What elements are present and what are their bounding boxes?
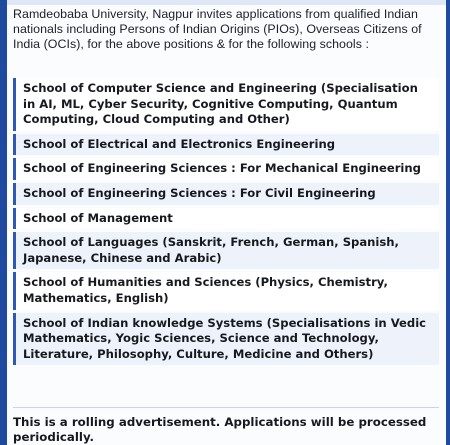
ad-panel (7, 0, 446, 445)
school-item: School of Languages (Sanskrit, French, German, Spanish, Japanese, Chinese and Arabic) (13, 232, 439, 269)
school-item: School of Management (13, 208, 439, 230)
top-strip (7, 0, 446, 5)
rolling-ad-notice: This is a rolling advertisement. Applications will be processed periodically. (13, 415, 427, 444)
footer-divider (13, 407, 439, 408)
school-item: School of Computer Science and Engineering (Specialisation in AI, ML, Cyber Security, Cognitive Computing, Quantum Computing, Cloud Computing and Other) (13, 78, 439, 131)
schools-list (13, 78, 439, 368)
school-item: School of Engineering Sciences : For Mechanical Engineering (13, 158, 439, 180)
school-item: School of Humanities and Sciences (Physics, Chemistry, Mathematics, English) (13, 272, 439, 309)
intro-paragraph: Ramdeobaba University, Nagpur invites applications from qualified Indian nationals including Persons of Indian Origins (PIOs), Overseas Citizens of India (OCIs), for the above positions & for the following schools : (13, 7, 422, 51)
school-item: School of Electrical and Electronics Engineering (13, 134, 439, 156)
school-item: School of Engineering Sciences : For Civil Engineering (13, 183, 439, 205)
school-item: School of Indian knowledge Systems (Specialisations in Vedic Mathematics, Yogic Sciences, Science and Technology, Literature, Philosophy, Culture, Medicine and Others) (13, 313, 439, 366)
